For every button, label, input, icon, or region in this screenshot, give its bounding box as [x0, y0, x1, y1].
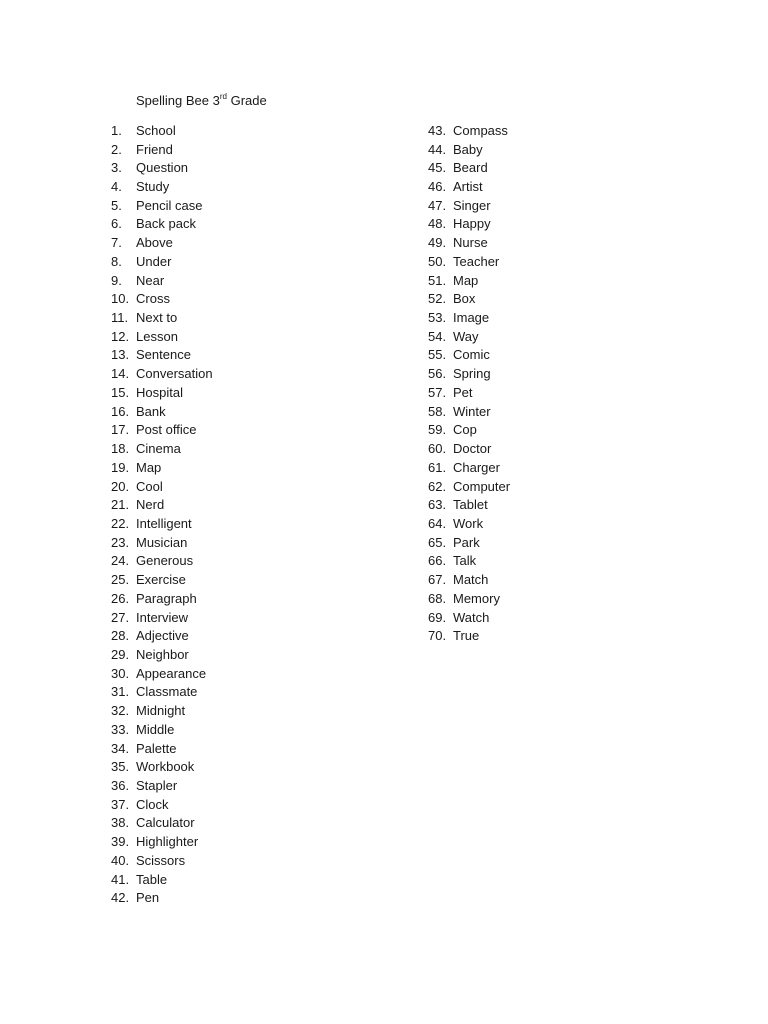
list-item-word: Nerd: [136, 497, 165, 513]
list-item-number: 11.: [111, 310, 129, 326]
list-item-word: Workbook: [136, 759, 195, 775]
list-item: [428, 252, 510, 271]
list-item-number: 32.: [111, 703, 130, 719]
list-item: [111, 289, 213, 308]
list-item-word: Winter: [453, 403, 491, 419]
list-item-number: 47.: [428, 197, 447, 213]
list-item: [111, 383, 213, 402]
list-item: [428, 589, 510, 608]
list-item-number: 25.: [111, 572, 130, 588]
list-item: [111, 233, 213, 252]
list-item-number: 60.: [428, 441, 447, 457]
list-item-number: 18.: [111, 441, 130, 457]
list-item-word: Way: [453, 328, 479, 344]
list-item-word: Tablet: [453, 497, 488, 513]
list-item-word: Pen: [136, 890, 160, 906]
list-item-number: 15.: [111, 384, 130, 400]
list-item: [111, 364, 213, 383]
list-item-number: 45.: [428, 160, 447, 176]
list-item: [111, 140, 213, 159]
list-item: [428, 402, 510, 421]
list-item: [428, 570, 510, 589]
list-item-number: 33.: [111, 721, 130, 737]
list-item: [111, 346, 213, 365]
list-item-word: Hospital: [136, 384, 183, 400]
title-text: Spelling Bee 3: [136, 93, 220, 108]
list-item: [111, 626, 213, 645]
list-item-word: Pet: [453, 384, 473, 400]
list-item-number: 36.: [111, 778, 130, 794]
list-item-word: Map: [453, 272, 479, 288]
list-item: [111, 757, 213, 776]
list-item-word: Doctor: [453, 441, 492, 457]
list-item: [111, 552, 213, 571]
list-item-word: Paragraph: [136, 590, 197, 606]
title-superscript: rd: [219, 91, 227, 101]
list-item-word: Classmate: [136, 684, 198, 700]
list-item-word: Scissors: [136, 852, 186, 868]
list-item: [111, 832, 213, 851]
list-item-word: Cross: [136, 291, 170, 307]
list-item-word: Friend: [136, 141, 173, 157]
list-item-word: Cinema: [136, 441, 181, 457]
list-item-word: Nurse: [453, 235, 488, 251]
list-item-number: 64.: [428, 515, 447, 531]
list-item-word: Stapler: [136, 778, 178, 794]
list-item: [111, 308, 213, 327]
list-item-number: 27.: [111, 609, 130, 625]
list-item: [111, 158, 213, 177]
list-item: [111, 608, 213, 627]
list-item-word: Highlighter: [136, 834, 199, 850]
list-item-word: Pencil case: [136, 197, 203, 213]
list-item-number: 21.: [111, 497, 130, 513]
list-item-word: Midnight: [136, 703, 186, 719]
list-item-number: 38.: [111, 815, 130, 831]
list-item-number: 39.: [111, 834, 130, 850]
list-item-number: 31.: [111, 684, 130, 700]
list-item-word: Interview: [136, 609, 189, 625]
list-item-number: 49.: [428, 235, 447, 251]
list-item: [111, 851, 213, 870]
list-item-number: 13.: [111, 347, 130, 363]
list-item-number: 61.: [428, 459, 447, 475]
list-item-number: 10.: [111, 291, 130, 307]
list-item-number: 20.: [111, 478, 130, 494]
list-item-number: 67.: [428, 572, 447, 588]
list-item: [111, 271, 213, 290]
list-item-word: Bank: [136, 403, 166, 419]
list-item-word: Cool: [136, 478, 163, 494]
list-item-word: Beard: [453, 160, 488, 176]
list-item-number: 4.: [111, 179, 122, 195]
list-item-word: True: [453, 628, 480, 644]
list-item-number: 44.: [428, 141, 447, 157]
list-item: [428, 327, 510, 346]
list-item: [428, 608, 510, 627]
list-item-number: 3.: [111, 160, 122, 176]
list-item: [428, 177, 510, 196]
list-item: [111, 814, 213, 833]
list-item-word: Memory: [453, 590, 500, 606]
list-item-number: 14.: [111, 366, 130, 382]
list-item: [428, 364, 510, 383]
list-item: [111, 215, 213, 234]
list-item-word: Spring: [453, 366, 491, 382]
list-item-number: 43.: [428, 122, 447, 138]
list-item-number: 58.: [428, 403, 447, 419]
list-item: [111, 252, 213, 271]
word-list-right-column: [428, 121, 510, 645]
list-item-number: 30.: [111, 665, 130, 681]
list-item-word: Box: [453, 291, 476, 307]
list-item-number: 9.: [111, 272, 122, 288]
list-item-word: Question: [136, 160, 189, 176]
page-title: [136, 92, 267, 110]
list-item: [428, 495, 510, 514]
list-item: [111, 514, 213, 533]
list-item-word: Cop: [453, 422, 477, 438]
list-item-word: Compass: [453, 122, 508, 138]
list-item-word: Talk: [453, 553, 477, 569]
list-item-number: 5.: [111, 197, 122, 213]
list-item: [428, 196, 510, 215]
list-item: [111, 776, 213, 795]
list-item: [428, 552, 510, 571]
list-item: [111, 477, 213, 496]
list-item-number: 35.: [111, 759, 130, 775]
list-item-word: Image: [453, 310, 490, 326]
list-item-word: Musician: [136, 534, 188, 550]
list-item: [428, 533, 510, 552]
list-item: [111, 664, 213, 683]
list-item: [428, 140, 510, 159]
list-item-number: 46.: [428, 179, 447, 195]
list-item: [428, 626, 510, 645]
list-item-number: 70.: [428, 628, 447, 644]
list-item-word: Study: [136, 179, 170, 195]
list-item-number: 26.: [111, 590, 130, 606]
list-item-number: 48.: [428, 216, 447, 232]
list-item-number: 50.: [428, 253, 447, 269]
list-item: [111, 533, 213, 552]
list-item: [428, 289, 510, 308]
list-item: [428, 421, 510, 440]
list-item-number: 42.: [111, 890, 130, 906]
list-item-number: 28.: [111, 628, 130, 644]
list-item-number: 12.: [111, 328, 130, 344]
list-item-word: Clock: [136, 796, 169, 812]
list-item: [428, 458, 510, 477]
title-text-suffix: Grade: [226, 93, 267, 108]
list-item-number: 34.: [111, 740, 130, 756]
list-item: [428, 158, 510, 177]
list-item-word: Computer: [453, 478, 511, 494]
list-item: [111, 589, 213, 608]
list-item-word: Match: [453, 572, 489, 588]
list-item-word: Teacher: [453, 253, 500, 269]
list-item: [428, 439, 510, 458]
list-item: [111, 439, 213, 458]
list-item: [111, 720, 213, 739]
list-item-number: 6.: [111, 216, 122, 232]
list-item-word: Calculator: [136, 815, 195, 831]
list-item-word: Lesson: [136, 328, 178, 344]
list-item: [111, 739, 213, 758]
list-item: [111, 121, 213, 140]
list-item-word: Comic: [453, 347, 490, 363]
list-item-word: Palette: [136, 740, 177, 756]
list-item: [428, 121, 510, 140]
list-item: [111, 888, 213, 907]
list-item-number: 23.: [111, 534, 130, 550]
list-item: [111, 402, 213, 421]
list-item-number: 52.: [428, 291, 447, 307]
list-item-word: Under: [136, 253, 172, 269]
list-item: [111, 495, 213, 514]
list-item: [428, 477, 510, 496]
list-item: [111, 177, 213, 196]
list-item-number: 53.: [428, 310, 447, 326]
list-item-number: 2.: [111, 141, 122, 157]
list-item-word: School: [136, 122, 176, 138]
list-item-number: 29.: [111, 646, 130, 662]
list-item-number: 66.: [428, 553, 447, 569]
list-item-word: Baby: [453, 141, 483, 157]
list-item: [428, 383, 510, 402]
list-item-word: Sentence: [136, 347, 191, 363]
list-item-number: 1.: [111, 122, 122, 138]
list-item-number: 55.: [428, 347, 447, 363]
list-item: [428, 233, 510, 252]
list-item: [428, 215, 510, 234]
list-item-word: Singer: [453, 197, 491, 213]
list-item: [111, 645, 213, 664]
list-item-number: 17.: [111, 422, 130, 438]
list-item-word: Exercise: [136, 572, 186, 588]
list-item-number: 69.: [428, 609, 447, 625]
list-item: [111, 683, 213, 702]
list-item-number: 40.: [111, 852, 130, 868]
list-item: [428, 346, 510, 365]
list-item-number: 22.: [111, 515, 130, 531]
list-item-word: Intelligent: [136, 515, 192, 531]
list-item-number: 51.: [428, 272, 447, 288]
list-item-number: 41.: [111, 871, 130, 887]
list-item-number: 65.: [428, 534, 447, 550]
list-item-word: Above: [136, 235, 173, 251]
list-item: [111, 570, 213, 589]
list-item-word: Adjective: [136, 628, 189, 644]
list-item: [428, 514, 510, 533]
list-item-word: Back pack: [136, 216, 196, 232]
list-item-word: Charger: [453, 459, 500, 475]
list-item-word: Conversation: [136, 366, 213, 382]
list-item-number: 7.: [111, 235, 122, 251]
list-item-number: 16.: [111, 403, 130, 419]
word-list-left-column: [111, 121, 213, 907]
list-item-word: Near: [136, 272, 165, 288]
list-item-number: 19.: [111, 459, 130, 475]
list-item-word: Map: [136, 459, 162, 475]
list-item: [111, 458, 213, 477]
list-item-word: Artist: [453, 179, 483, 195]
list-item-word: Table: [136, 871, 168, 887]
list-item-word: Post office: [136, 422, 197, 438]
list-item-number: 56.: [428, 366, 447, 382]
list-item-word: Generous: [136, 553, 194, 569]
list-item: [111, 421, 213, 440]
list-item: [111, 795, 213, 814]
list-item-number: 54.: [428, 328, 447, 344]
list-item-word: Appearance: [136, 665, 207, 681]
list-item-word: Happy: [453, 216, 491, 232]
list-item-number: 63.: [428, 497, 447, 513]
list-item-word: Neighbor: [136, 646, 189, 662]
list-item-number: 24.: [111, 553, 130, 569]
list-item-number: 59.: [428, 422, 447, 438]
list-item-number: 8.: [111, 253, 122, 269]
list-item-word: Watch: [453, 609, 490, 625]
list-item: [111, 701, 213, 720]
list-item-word: Work: [453, 515, 484, 531]
list-item: [428, 308, 510, 327]
list-item-word: Middle: [136, 721, 175, 737]
list-item-number: 57.: [428, 384, 447, 400]
list-item: [111, 870, 213, 889]
list-item-word: Next to: [136, 310, 178, 326]
list-item-number: 68.: [428, 590, 447, 606]
list-item: [111, 327, 213, 346]
list-item-number: 37.: [111, 796, 130, 812]
list-item: [111, 196, 213, 215]
list-item: [428, 271, 510, 290]
list-item-number: 62.: [428, 478, 447, 494]
list-item-word: Park: [453, 534, 480, 550]
